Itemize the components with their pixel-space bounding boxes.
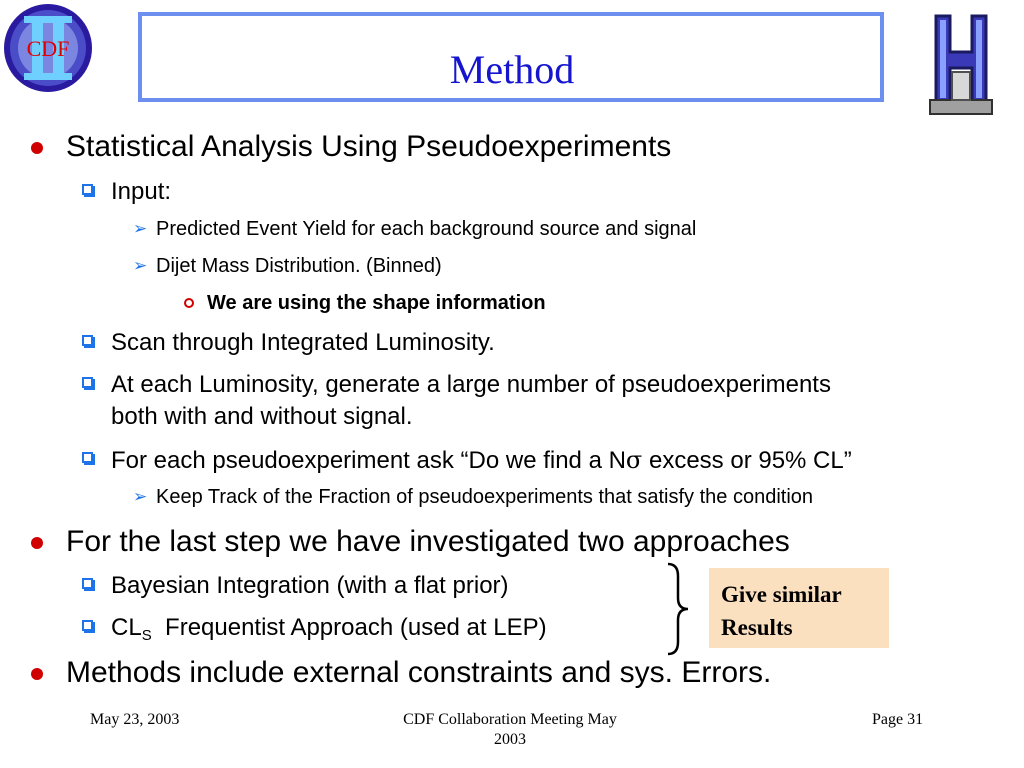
sub-bullet-generate-line2: both with and without signal. <box>111 403 413 430</box>
checkbox-bullet-icon <box>82 578 93 589</box>
callout-give-similar-results <box>709 568 889 648</box>
note-shape-information: We are using the shape information <box>207 292 546 314</box>
bullet-dot-icon <box>31 537 43 549</box>
item-dijet-mass: Dijet Mass Distribution. (Binned) <box>156 255 442 277</box>
circle-bullet-icon <box>184 298 194 308</box>
arrow-bullet-icon: ➢ <box>133 256 148 275</box>
footer-date: May 23, 2003 <box>90 711 180 728</box>
ask-text-pre: For each pseudoexperiment ask “Do we find a N <box>111 447 626 474</box>
bullet-external-constraints: Methods include external constraints and sys. Errors. <box>66 656 772 689</box>
item-keep-track: Keep Track of the Fraction of pseudoexperiments that satisfy the condition <box>156 486 814 508</box>
footer-meeting-line2: 2003 <box>494 731 526 748</box>
callout-line1: Give similar <box>721 582 842 607</box>
item-predicted-event-yield: Predicted Event Yield for each background source and signal <box>156 218 697 240</box>
checkbox-bullet-icon <box>82 452 93 463</box>
sub-bullet-bayesian: Bayesian Integration (with a flat prior) <box>111 572 509 599</box>
checkbox-bullet-icon <box>82 335 93 346</box>
bullet-statistical-analysis: Statistical Analysis Using Pseudoexperiments <box>66 130 672 163</box>
curly-brace-icon <box>664 562 694 656</box>
callout-line2: Results <box>721 615 793 640</box>
footer-meeting <box>370 710 650 750</box>
checkbox-bullet-icon <box>82 184 93 195</box>
checkbox-bullet-icon <box>82 377 93 388</box>
ask-text-post: excess or 95% CL” <box>642 447 852 474</box>
cls-text: CL <box>111 614 142 641</box>
arrow-bullet-icon: ➢ <box>133 487 148 506</box>
sub-bullet-ask-excess <box>111 448 852 473</box>
sub-bullet-generate-line1: At each Luminosity, generate a large number of pseudoexperiments <box>111 371 831 398</box>
sub-bullet-input: Input: <box>111 178 172 205</box>
footer-meeting-line1: CDF Collaboration Meeting May <box>403 711 617 728</box>
bullet-two-approaches: For the last step we have investigated two approaches <box>66 525 790 558</box>
sub-bullet-scan-luminosity: Scan through Integrated Luminosity. <box>111 329 495 356</box>
cdf-logo-text: CDF <box>26 36 70 61</box>
checkbox-bullet-icon <box>82 620 93 631</box>
sigma-symbol: σ <box>625 446 643 474</box>
bullet-dot-icon <box>31 142 43 154</box>
cls-subscript: S <box>141 627 152 644</box>
page-title: Method <box>449 47 575 92</box>
footer-page-number: Page 31 <box>872 711 924 728</box>
arrow-bullet-icon: ➢ <box>133 219 148 238</box>
sub-bullet-cls <box>111 616 547 643</box>
cls-text-rest: Frequentist Approach (used at LEP) <box>151 614 547 641</box>
bullet-dot-icon <box>31 668 43 680</box>
